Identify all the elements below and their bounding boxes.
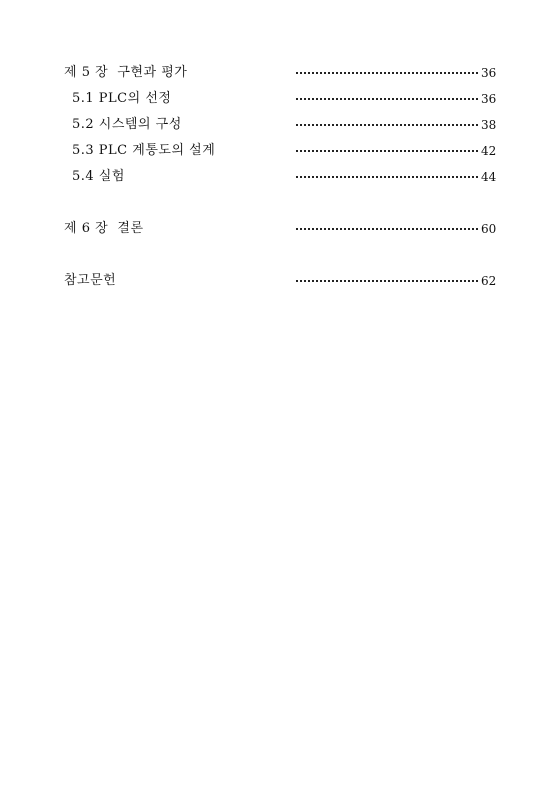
section-5-1-page-number: 36 <box>481 92 497 106</box>
toc-entry-references <box>0 271 557 291</box>
section-5-4-page-number: 44 <box>481 170 497 184</box>
dot-leader <box>296 176 478 178</box>
section-5-1-title: 5.1 PLC의 선정 <box>72 91 172 106</box>
dot-leader <box>296 150 478 152</box>
toc-entry-section-5-1 <box>0 89 557 109</box>
dot-leader <box>296 280 478 282</box>
section-5-4-title: 5.4 실험 <box>72 169 125 184</box>
references-title: 참고문헌 <box>64 273 117 288</box>
references-page-number: 62 <box>481 274 497 288</box>
toc-entry-chapter-5 <box>0 63 557 83</box>
dot-leader <box>296 72 478 74</box>
chapter-6-title: 제 6 장 결론 <box>64 221 144 236</box>
section-5-2-page-number: 38 <box>481 118 497 132</box>
chapter-5-page-number: 36 <box>481 66 497 80</box>
section-5-3-page-number: 42 <box>481 144 497 158</box>
toc-entry-section-5-4 <box>0 167 557 187</box>
dot-leader <box>296 228 478 230</box>
section-5-3-title: 5.3 PLC 계통도의 설계 <box>72 143 216 158</box>
toc-entry-section-5-3 <box>0 141 557 161</box>
toc-entry-section-5-2 <box>0 115 557 135</box>
section-5-2-title: 5.2 시스템의 구성 <box>72 117 182 132</box>
toc-entry-chapter-6 <box>0 219 557 239</box>
chapter-5-title: 제 5 장 구현과 평가 <box>64 65 188 80</box>
dot-leader <box>296 124 478 126</box>
chapter-6-page-number: 60 <box>481 222 497 236</box>
dot-leader <box>296 98 478 100</box>
